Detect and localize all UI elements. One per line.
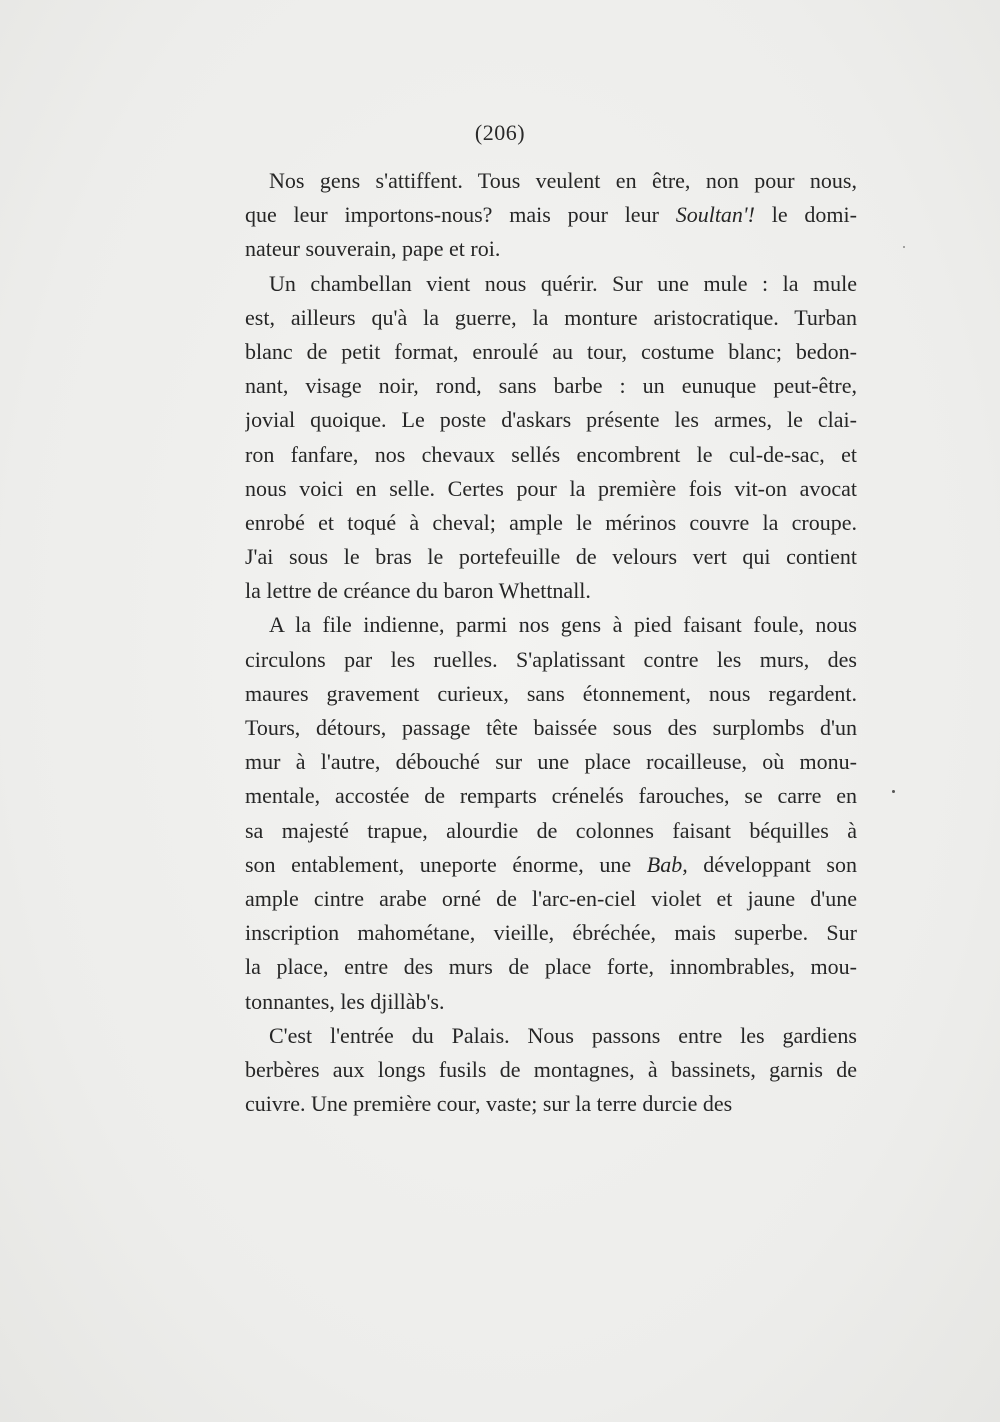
text-line: sa majesté trapue, alourdie de colonnes faisant béquilles à: [245, 817, 857, 843]
body-text: [245, 164, 857, 1121]
text-line: Tours, détours, passage tête baissée sous des surplombs d'un: [245, 715, 857, 740]
paper-speck: [892, 790, 895, 793]
text-line: Nos gens s'attiffent. Tous veulent en être, non pour nous,: [269, 168, 857, 193]
paragraph: [245, 267, 857, 609]
text-line: tonnantes, les djillàb's.: [245, 988, 445, 1014]
paper-speck: [903, 246, 905, 248]
text-line: maures gravement curieux, sans étonnement, nous regardent.: [245, 680, 857, 706]
italic-word: Bab,: [646, 851, 688, 877]
text-line: blanc de petit format, enroulé au tour, costume blanc; bedon-: [245, 338, 857, 364]
text-line: circulons par les ruelles. S'aplatissant contre les murs, des: [245, 646, 857, 672]
text-line: ample cintre arabe orné de l'arc-en-ciel violet et jaune d'une: [245, 885, 857, 911]
text-line: C'est l'entrée du Palais. Nous passons entre les gardiens: [269, 1022, 857, 1048]
text-line: la place, entre des murs de place forte, innombrables, mou-: [245, 954, 857, 980]
text-segment: que leur importons-nous? mais pour leur: [245, 202, 676, 228]
text-line: la lettre de créance du baron Whettnall.: [245, 578, 591, 604]
text-line: nous voici en selle. Certes pour la première fois vit-on avocat: [245, 475, 857, 501]
text-line: nant, visage noir, rond, sans barbe : un eunuque peut-être,: [245, 373, 857, 399]
italic-word: Soultan'!: [675, 202, 755, 228]
text-segment: le domi-: [754, 202, 857, 228]
text-segment: développant son: [687, 851, 857, 877]
text-line: cuivre. Une première cour, vaste; sur la terre durcie des: [245, 1091, 733, 1117]
text-line: [245, 848, 857, 882]
text-line: jovial quoique. Le poste d'askars présente les armes, le clai-: [245, 407, 857, 433]
text-line: nateur souverain, pape et roi.: [245, 236, 501, 262]
text-line: Un chambellan vient nous quérir. Sur une mule : la mule: [269, 270, 857, 296]
text-line: berbères aux longs fusils de montagnes, à bassinets, garnis de: [245, 1056, 857, 1082]
text-line: [245, 198, 857, 232]
text-line: inscription mahométane, vieille, ébréchée, mais superbe. Sur: [245, 920, 857, 946]
paragraph: [245, 608, 857, 1018]
text-line: mentale, accostée de remparts crénelés farouches, se carre en: [245, 783, 857, 809]
paragraph: [245, 164, 857, 267]
text-line: ron fanfare, nos chevaux sellés encombrent le cul-de-sac, et: [245, 441, 857, 467]
text-segment: son entablement, uneporte énorme, une: [245, 851, 647, 877]
text-line: J'ai sous le bras le portefeuille de velours vert qui contient: [245, 544, 857, 570]
text-line: enrobé et toqué à cheval; ample le mérinos couvre la croupe.: [245, 509, 857, 535]
text-line: mur à l'autre, débouché sur une place rocailleuse, où monu-: [245, 749, 857, 775]
page-number: (206): [474, 120, 526, 145]
paragraph: [245, 1019, 857, 1122]
text-line: est, ailleurs qu'à la guerre, la monture aristocratique. Turban: [245, 304, 857, 330]
text-line: A la file indienne, parmi nos gens à pied faisant foule, nous: [269, 612, 857, 638]
